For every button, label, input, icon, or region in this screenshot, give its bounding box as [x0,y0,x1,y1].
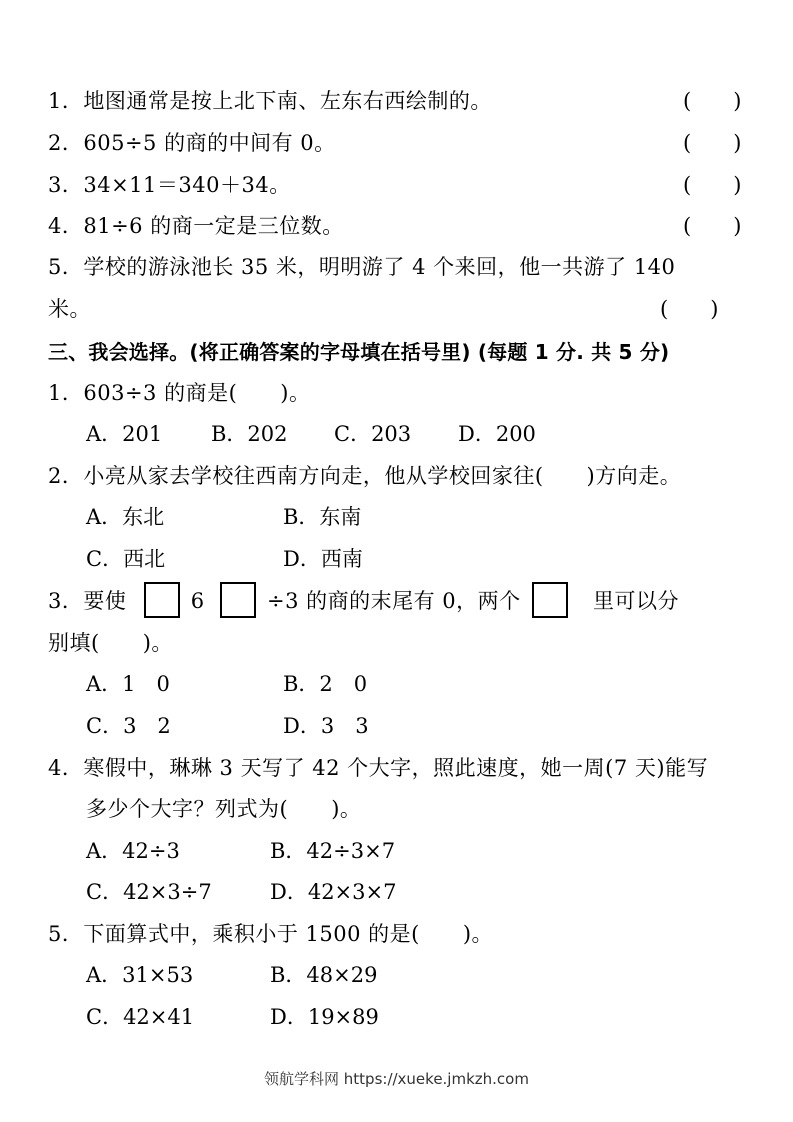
choice-3-text-b: 6 [190,589,205,613]
choice-question-4-cont: 多少个大字？列式为( )。 [86,797,362,821]
blank-box-2[interactable] [220,582,256,618]
choice-1-option-c[interactable]: C．203 [334,422,412,446]
choice-2-option-c[interactable]: C．西北 [86,547,166,571]
choice-3-option-b[interactable]: B．2 0 [283,672,368,696]
judge-question-3: 3．34×11＝340＋34。 [48,173,291,197]
choice-4-option-b[interactable]: B．42÷3×7 [270,839,396,863]
blank-box-3[interactable] [532,582,568,618]
choice-1-option-d[interactable]: D．200 [458,422,536,446]
choice-5-option-a[interactable]: A．31×53 [86,963,194,987]
choice-5-option-b[interactable]: B．48×29 [270,963,378,987]
choice-3-text-d: 里可以分 [593,589,680,613]
choice-5-option-d[interactable]: D．19×89 [270,1005,379,1029]
choice-3-text-a: 3．要使 [48,589,127,613]
choice-1-option-a[interactable]: A．201 [86,422,163,446]
choice-4-option-c[interactable]: C．42×3÷7 [86,880,212,904]
answer-blank-5[interactable]: ( ) [660,297,719,321]
choice-3-option-d[interactable]: D．3 3 [283,714,369,738]
choice-2-option-a[interactable]: A．东北 [86,505,165,529]
judge-question-2: 2．605÷5 的商的中间有 0。 [48,131,336,155]
section-heading: 三、我会选择。(将正确答案的字母填在括号里) (每题 1 分. 共 5 分) [48,340,670,364]
choice-5-option-c[interactable]: C．42×41 [86,1005,195,1029]
choice-question-1: 1．603÷3 的商是( )。 [48,381,311,405]
choice-question-2: 2．小亮从家去学校往西南方向走，他从学校回家往( )方向走。 [48,464,682,488]
judge-question-5-cont: 米。 [48,297,91,321]
choice-4-option-d[interactable]: D．42×3×7 [270,880,397,904]
judge-question-4: 4．81÷6 的商一定是三位数。 [48,214,344,238]
answer-blank-4[interactable]: ( ) [683,214,742,238]
choice-question-3 [48,586,679,618]
judge-question-1: 1．地图通常是按上北下南、左东右西绘制的。 [48,89,492,113]
choice-3-option-c[interactable]: C．3 2 [86,714,171,738]
choice-2-option-d[interactable]: D．西南 [283,547,363,571]
choice-4-option-a[interactable]: A．42÷3 [86,839,180,863]
choice-question-3-cont: 别填( )。 [48,631,173,655]
choice-3-option-a[interactable]: A．1 0 [86,672,170,696]
judge-question-5: 5．学校的游泳池长 35 米，明明游了 4 个来回，他一共游了 140 [48,255,676,279]
choice-2-option-b[interactable]: B．东南 [283,505,362,529]
choice-question-5: 5．下面算式中，乘积小于 1500 的是( )。 [48,922,494,946]
choice-question-4: 4．寒假中，琳琳 3 天写了 42 个大字，照此速度，她一周(7 天)能写 [48,756,709,780]
answer-blank-1[interactable]: ( ) [683,89,742,113]
answer-blank-3[interactable]: ( ) [683,173,742,197]
choice-1-option-b[interactable]: B．202 [211,422,288,446]
footer-watermark: 领航学科网 https://xueke.jmkzh.com [264,1070,529,1088]
blank-box-1[interactable] [144,582,180,618]
choice-3-text-c: ÷3 的商的末尾有 0，两个 [267,589,521,613]
answer-blank-2[interactable]: ( ) [683,131,742,155]
